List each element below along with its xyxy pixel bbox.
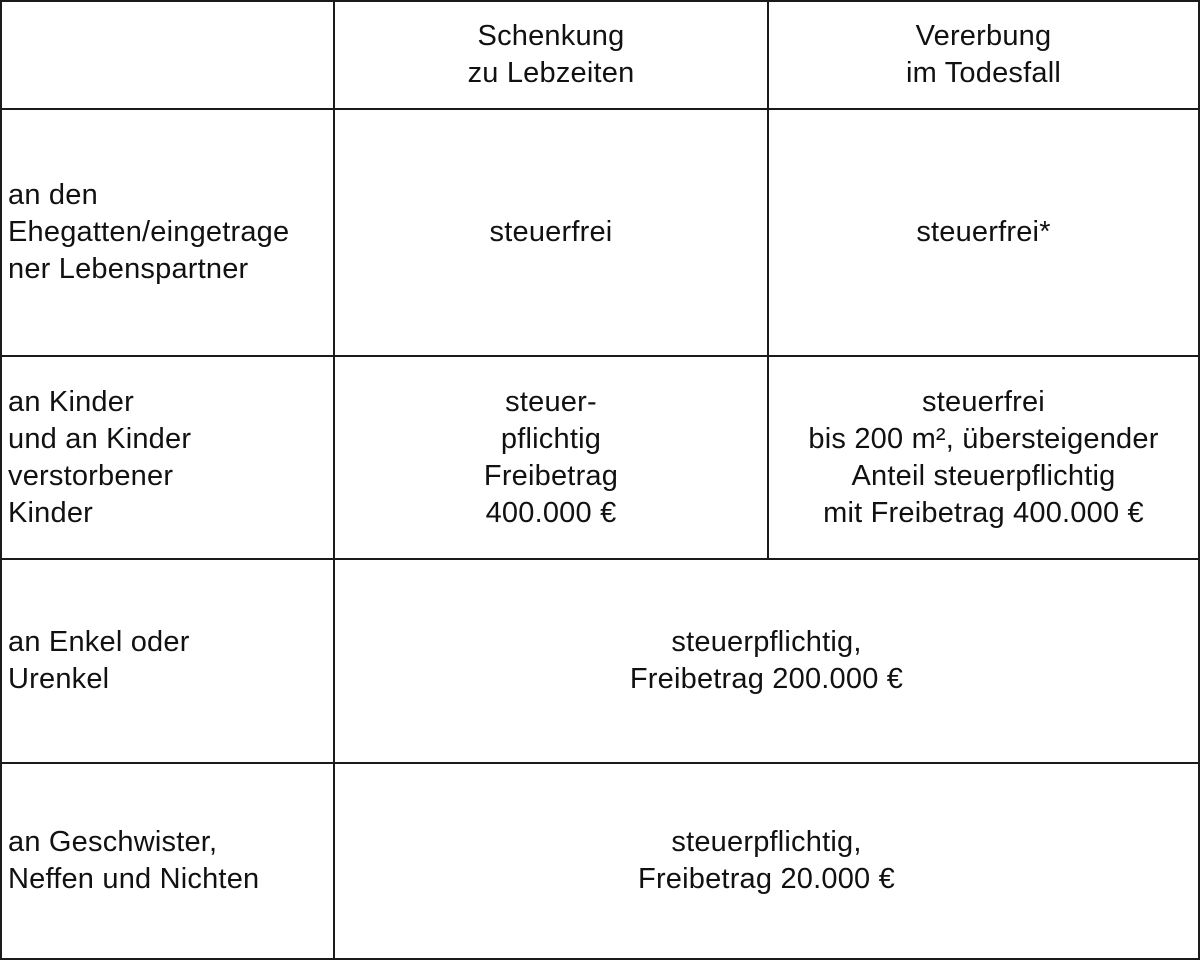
row-siblings-recipient-cell [0, 762, 335, 960]
row-spouse-gift: steuerfrei [489, 216, 613, 248]
row-grandchildren-combined-cell [333, 558, 1200, 764]
row-grandchildren-combined: steuerpflichtig, Freibetrag 200.000 € [629, 626, 904, 695]
row-spouse-inherit: steuerfrei* [916, 216, 1051, 248]
header-empty-cell [0, 0, 335, 110]
row-children-inherit-cell [767, 355, 1200, 560]
row-siblings-combined-cell [333, 762, 1200, 960]
row-children-gift: steuer- pflichtig Freibetrag 400.000 € [483, 385, 619, 529]
row-siblings-recipient: an Geschwister, Neffen und Nichten [8, 826, 260, 895]
header-inherit-cell [767, 0, 1200, 110]
row-children-recipient: an Kinder und an Kinder verstorbener Kinder [8, 385, 192, 529]
header-inherit-label: Vererbung im Todesfall [906, 20, 1061, 89]
row-grandchildren-recipient-cell [0, 558, 335, 764]
row-spouse-gift-cell [333, 108, 769, 357]
row-children-inherit: steuerfrei bis 200 m², übersteigender Anteil steuerpflichtig mit Freibetrag 400.000 € [808, 385, 1159, 529]
row-siblings-combined: steuerpflichtig, Freibetrag 20.000 € [638, 826, 895, 895]
header-gift-cell [333, 0, 769, 110]
row-spouse-inherit-cell [767, 108, 1200, 357]
header-gift-label: Schenkung zu Lebzeiten [467, 20, 635, 89]
row-spouse-recipient: an den Ehegatten/eingetrage ner Lebenspartner [8, 179, 290, 285]
row-children-recipient-cell [0, 355, 335, 560]
row-children-gift-cell [333, 355, 769, 560]
row-spouse-recipient-cell [0, 108, 335, 357]
row-grandchildren-recipient: an Enkel oder Urenkel [8, 626, 190, 695]
